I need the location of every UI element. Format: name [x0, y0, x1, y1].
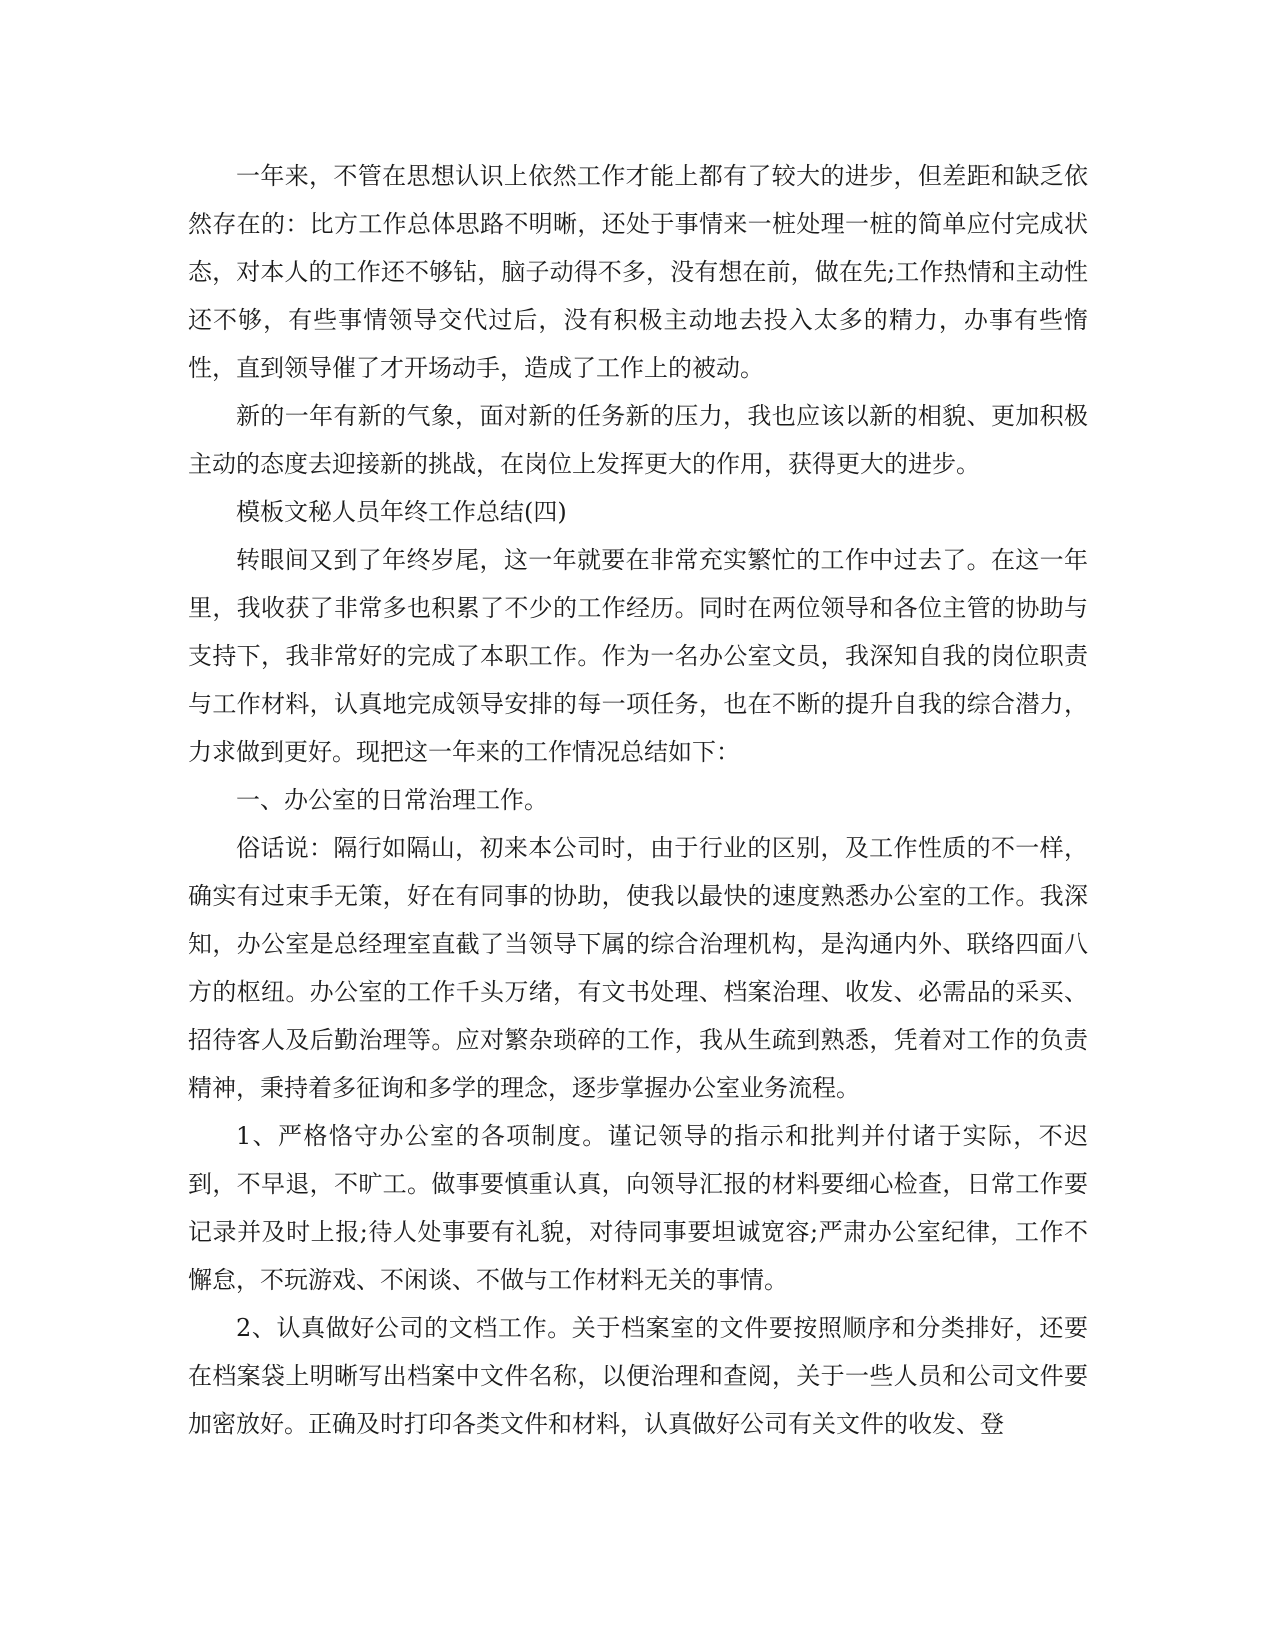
paragraph-3: 转眼间又到了年终岁尾，这一年就要在非常充实繁忙的工作中过去了。在这一年里，我收获了非常多也积累了不少的工作经历。同时在两位领导和各位主管的协助与支持下，我非常好的完成了本职工作。作为一名办公室文员，我深知自我的岗位职责与工作材料，认真地完成领导安排的每一项任务，也在不断的提升自我的综合潜力，力求做到更好。现把这一年来的工作情况总结如下：	[188, 546, 1088, 766]
paragraph-1: 一年来，不管在思想认识上依然工作才能上都有了较大的进步，但差距和缺乏依然存在的：比方工作总体思路不明晰，还处于事情来一桩处理一桩的简单应付完成状态，对本人的工作还不够钻，脑子动得不多，没有想在前，做在先;工作热情和主动性还不够，有些事情领导交代过后，没有积极主动地去投入太多的精力，办事有些惰性，直到领导催了才开场动手，造成了工作上的被动。	[188, 162, 1088, 382]
subsection-heading: 一、办公室的日常治理工作。	[236, 786, 548, 814]
paragraph-5: 1、严格恪守办公室的各项制度。谨记领导的指示和批判并付诸于实际，不迟到，不早退，不旷工。做事要慎重认真，向领导汇报的材料要细心检查，日常工作要记录并及时上报;待人处事要有礼貌，对待同事要坦诚宽容;严肃办公室纪律，工作不懈怠，不玩游戏、不闲谈、不做与工作材料无关的事情。	[188, 1122, 1088, 1294]
document-body	[188, 152, 1088, 1448]
paragraph-6: 2、认真做好公司的文档工作。关于档案室的文件要按照顺序和分类排好，还要在档案袋上明晰写出档案中文件名称，以便治理和查阅，关于一些人员和公司文件要加密放好。正确及时打印各类文件和材料，认真做好公司有关文件的收发、登	[188, 1314, 1088, 1438]
section-heading: 模板文秘人员年终工作总结(四)	[236, 498, 567, 526]
paragraph-2: 新的一年有新的气象，面对新的任务新的压力，我也应该以新的相貌、更加积极主动的态度去迎接新的挑战，在岗位上发挥更大的作用，获得更大的进步。	[188, 402, 1088, 478]
paragraph-4: 俗话说：隔行如隔山，初来本公司时，由于行业的区别，及工作性质的不一样，确实有过束手无策，好在有同事的协助，使我以最快的速度熟悉办公室的工作。我深知，办公室是总经理室直截了当领导下属的综合治理机构，是沟通内外、联络四面八方的枢纽。办公室的工作千头万绪，有文书处理、档案治理、收发、必需品的采买、招待客人及后勤治理等。应对繁杂琐碎的工作，我从生疏到熟悉，凭着对工作的负责精神，秉持着多征询和多学的理念，逐步掌握办公室业务流程。	[188, 834, 1088, 1102]
